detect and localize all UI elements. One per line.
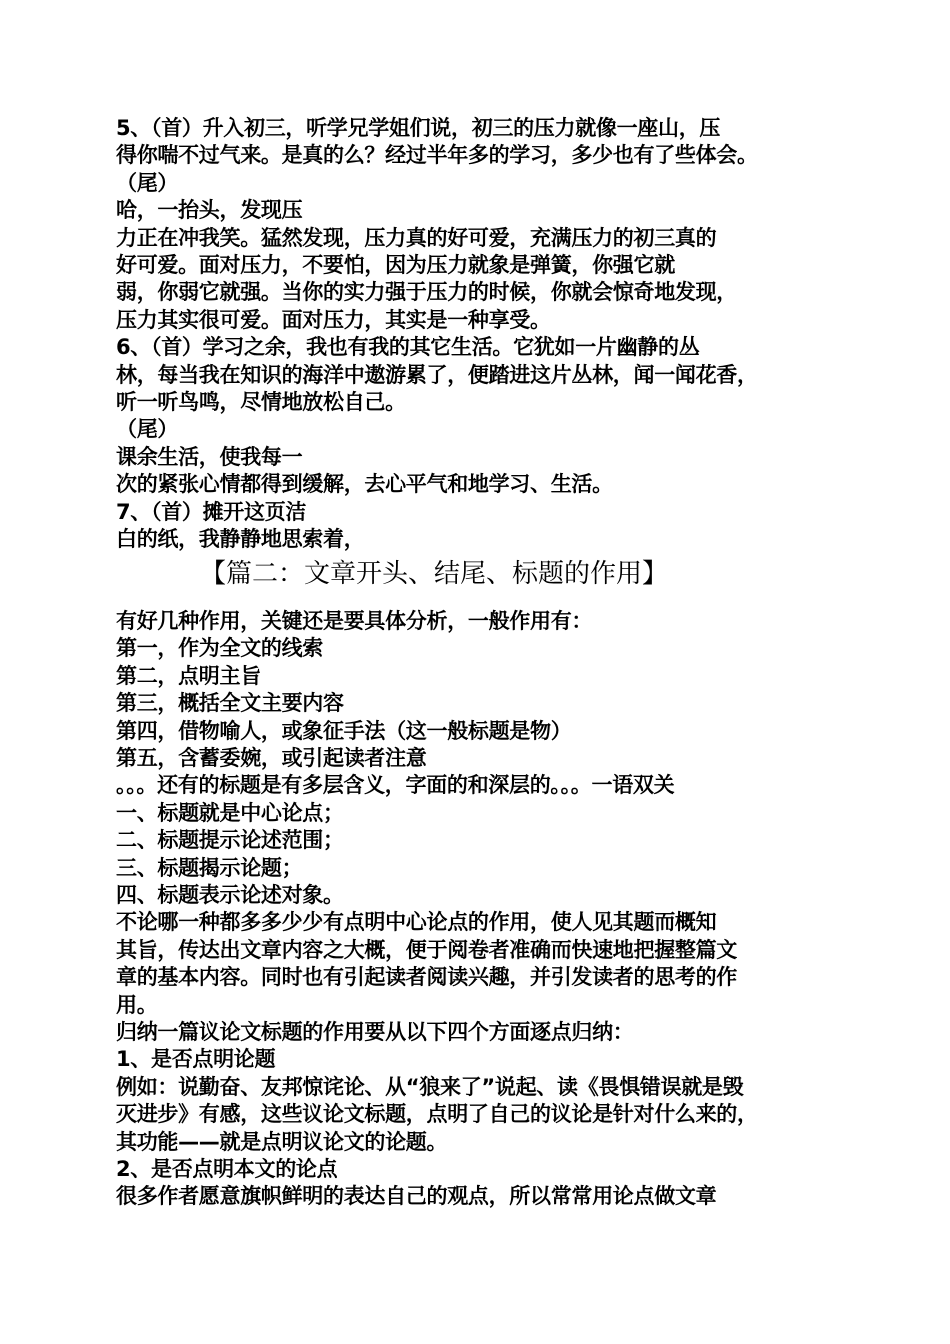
section-one-line: 白的纸，我静静地思索着， [116, 527, 365, 551]
section-two-line: 有好几种作用，关键还是要具体分析，一般作用有： [116, 609, 593, 633]
section-one-line: 听一听鸟鸣，尽情地放松自己。 [116, 390, 406, 414]
section-two-line: 第二，点明主旨 [116, 663, 261, 688]
section-two-line: 二、标题提示论述范围； [116, 828, 344, 853]
section-two-line: 不论哪一种都多多少少有点明中心论点的作用，使人见其题而概知 [116, 910, 717, 935]
section-two-line: 第四，借物喻人，或象征手法（这一般标题是物） [116, 718, 572, 743]
section-one-line: 得你喘不过气来。是真的么？经过半年多的学习，多少也有了些体会。 [116, 143, 758, 168]
section-one-line: 课余生活，使我每一 [116, 444, 303, 469]
section-two-line: 一、标题就是中心论点； [116, 800, 344, 825]
section-two-line: 第一，作为全文的线索 [116, 636, 323, 661]
section-one-line: 6、（首）学习之余，我也有我的其它生活。它犹如一片幽静的丛 [116, 335, 700, 360]
section-two-line: 灭进步》有感，这些议论文标题，点明了自己的议论是针对什么来的， [116, 1102, 758, 1127]
section-one-line: 哈，一抬头，发现压 [116, 198, 303, 223]
section-one-line: 压力其实很可爱。面对压力，其实是一种享受。 [116, 307, 551, 332]
section-one-line: 弱，你弱它就强。当你的实力强于压力的时候，你就会惊奇地发现， [116, 280, 737, 305]
section-two-line: 其功能——就是点明议论文的论题。 [116, 1129, 448, 1154]
section-two-line: 例如：说勤奋、友邦惊诧论、从“狼来了”说起、读《畏惧错误就是毁 [116, 1074, 744, 1099]
section-one-line: 好可爱。面对压力，不要怕，因为压力就象是弹簧，你强它就 [116, 253, 675, 277]
section-one-line: 7、（首）摊开这页洁 [116, 499, 307, 524]
section-two-line: 2、是否点明本文的论点 [116, 1157, 338, 1181]
section-two-line: 三、标题揭示论题； [116, 855, 303, 880]
section-one-line: 林，每当我在知识的海洋中遨游累了，便踏进这片丛林，闻一闻花香， [116, 362, 758, 387]
section-two-line: 归纳一篇议论文标题的作用要从以下四个方面逐点归纳： [116, 1020, 634, 1044]
section-two-line: 。。。还有的标题是有多层含义，字面的和深层的。。。一语双关 [116, 773, 675, 798]
section-two-line: 章的基本内容。同时也有引起读者阅读兴趣，并引发读者的思考的作 [116, 965, 737, 990]
section-two-line: 1、是否点明论题 [116, 1047, 276, 1072]
section-one-line: 5、（首）升入初三，听学兄学姐们说，初三的压力就像一座山，压 [116, 116, 721, 140]
section-one-line: （尾） [116, 417, 179, 442]
section-two-line: 四、标题表示论述对象。 [116, 883, 344, 907]
section-heading: 【篇二：文章开头、结尾、标题的作用】 [200, 559, 669, 589]
section-one-line: （尾） [116, 170, 179, 195]
section-two-line: 很多作者愿意旗帜鲜明的表达自己的观点，所以常常用论点做文章 [116, 1184, 717, 1209]
section-two-line: 用。 [116, 992, 158, 1017]
section-one-line: 力正在冲我笑。猛然发现，压力真的好可爱，充满压力的初三真的 [116, 225, 717, 250]
section-two-line: 第三，概括全文主要内容 [116, 691, 344, 716]
section-two-line: 其旨，传达出文章内容之大概，便于阅卷者准确而快速地把握整篇文 [116, 937, 737, 962]
section-one-line: 次的紧张心情都得到缓解，去心平气和地学习、生活。 [116, 472, 613, 497]
section-two-line: 第五，含蓄委婉，或引起读者注意 [116, 746, 427, 770]
